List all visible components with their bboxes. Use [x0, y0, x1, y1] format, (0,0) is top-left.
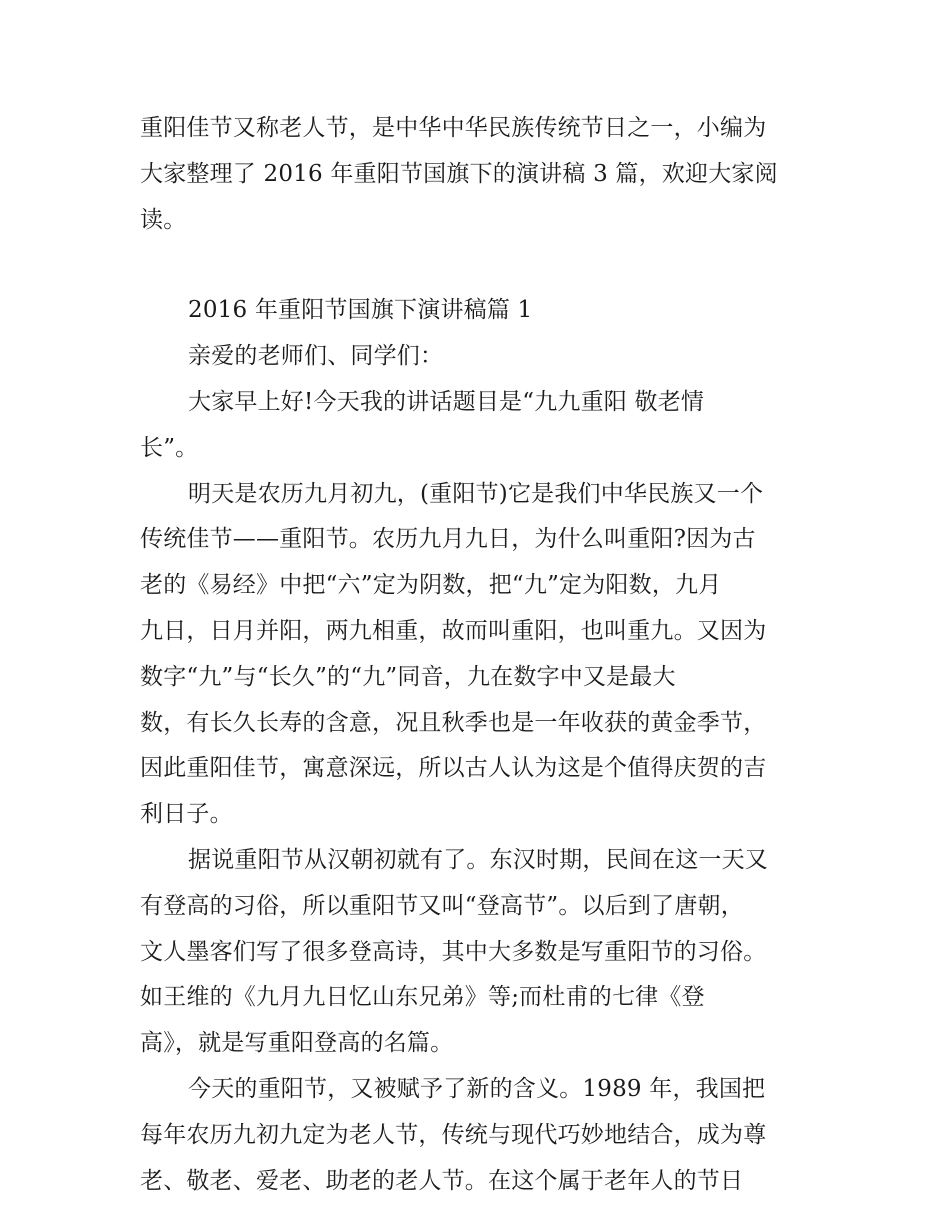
paragraph-line: 九日，日月并阳，两九相重，故而叫重阳，也叫重九。又因为	[140, 617, 767, 644]
body-paragraph-origin	[140, 472, 812, 838]
body-paragraph-history	[140, 838, 812, 1067]
paragraph-line: 如王维的《九月九日忆山东兄弟》等;而杜甫的七律《登	[140, 984, 705, 1011]
paragraph-line: 老、敬老、爱老、助老的老人节。在这个属于老年人的节日	[140, 1167, 744, 1194]
paragraph-line: 今天的重阳节，又被赋予了新的含义。1989 年，我国把	[188, 1075, 766, 1102]
body-paragraph-modern	[140, 1067, 812, 1204]
intro-paragraph	[140, 106, 812, 243]
speech-heading: 2016 年重阳节国旗下演讲稿篇 1	[188, 297, 533, 324]
paragraph-line: 明天是农历九月初九，(重阳节)它是我们中华民族又一个	[188, 480, 764, 507]
paragraph-line: 有登高的习俗，所以重阳节又叫“登高节”。以后到了唐朝，	[140, 892, 744, 919]
intro-line: 大家整理了 2016 年重阳节国旗下的演讲稿 3 篇，欢迎大家阅	[140, 160, 778, 187]
paragraph-line: 数字“九”与“长久”的“九”同音，九在数字中又是最大	[140, 663, 676, 690]
intro-line: 读。	[140, 206, 187, 233]
paragraph-line: 老的《易经》中把“六”定为阴数，把“九”定为阳数，九月	[140, 572, 722, 599]
paragraph-line: 长”。	[140, 434, 199, 461]
speech-salutation: 亲爱的老师们、同学们：	[188, 343, 444, 370]
paragraph-line: 因此重阳佳节，寓意深远，所以古人认为这是个值得庆贺的吉	[140, 755, 767, 782]
paragraph-line: 据说重阳节从汉朝初就有了。东汉时期，民间在这一天又	[188, 846, 768, 873]
paragraph-line: 大家早上好!今天我的讲话题目是“九九重阳 敬老情	[188, 388, 705, 415]
body-paragraph-greeting	[140, 380, 812, 472]
paragraph-line: 数，有长久长寿的含意，况且秋季也是一年收获的黄金季节，	[140, 709, 767, 736]
paragraph-line: 每年农历九初九定为老人节，传统与现代巧妙地结合，成为尊	[140, 1121, 767, 1148]
document-body	[140, 106, 812, 1204]
paragraph-line: 高》，就是写重阳登高的名篇。	[140, 1030, 454, 1057]
intro-line: 重阳佳节又称老人节，是中华中华民族传统节日之一，小编为	[140, 115, 767, 141]
paragraph-line: 传统佳节——重阳节。农历九月九日，为什么叫重阳?因为古	[140, 526, 756, 553]
paragraph-line: 利日子。	[140, 801, 233, 828]
paragraph-line: 文人墨客们写了很多登高诗，其中大多数是写重阳节的习俗。	[140, 938, 767, 965]
